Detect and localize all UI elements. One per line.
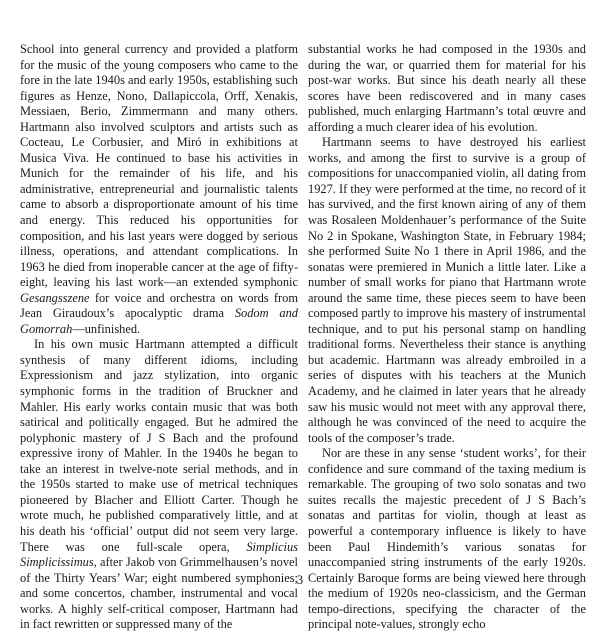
- right-column: [308, 42, 586, 633]
- italic-title: Simplicius Simplicissimus: [20, 539, 298, 570]
- text-run: , after Jakob von Grimmelhausen’s novel of the Thirty Years’ War; eight numbered symphonies; and some concertos, chamber, instrumental and vocal works. A highly self-critical composer, Hartmann had in fact rewritten or suppressed many of the: [20, 555, 298, 632]
- paragraph: [308, 42, 586, 135]
- page-number: 3: [296, 573, 304, 587]
- paragraph: [20, 337, 298, 632]
- text-run: Nor are these in any sense ‘student works’, for their confidence and sure command of the taxing medium is remarkable. The grouping of two solo sonatas and two suites recalls the majestic precedent of J S Bach’s sonatas and partitas for violin, though at least as powerful a contemporary influence is likely to have been Paul Hindemith’s various sonatas for unaccompanied string instruments of the early 1920s. Certainly Baroque forms are being viewed here through the medium of 1920s neo-classicism, and the German tempo-directions, specifying the character of the principal note-values, strongly echo: [308, 446, 586, 632]
- paragraph: [308, 135, 586, 446]
- paragraph: [20, 42, 298, 337]
- text-run: Hartmann seems to have destroyed his earliest works, and among the first to survive is a group of compositions for unaccompanied violin, all dating from 1927. If they were performed at the time, no record of it has survived, and the first known airing of any of them was Rosaleen Moldenhauer’s performance of the Suite No 2 in Spokane, Washington State, in February 1984; she performed Suite No 1 there in April 1986, and the sonatas were premiered in Munich a little later. Like a number of small works for piano that Hartmann wrote around the same time, these pieces seem to have been composed partly to improve his mastery of instrumental technique, and to put his personal stamp on handling traditional forms. Nevertheless their stance is anything but academic. Hartmann was already embroiled in a series of disputes with his teachers at the Munich Academy, and he claimed in later years that he already saw his music would not meet with any approval there, although he was convinced of the need to acquire the tools of the composer’s trade.: [308, 135, 586, 445]
- text-run: In his own music Hartmann attempted a difficult synthesis of many different idioms, including Expressionism and jazz stylization, into organic symphonic forms in the tradition of Bruckner and Mahler. His early works contain music that was both satirical and politically engaged. But he admired the polyphonic mastery of J S Bach and the profound expressive irony of Mahler. In the 1940s he began to take an interest in twelve-note serial methods, and in the 1950s started to make use of metrical techniques pioneered by Blacher and Elliott Carter. Though he wrote much, he published comparatively little, and at his death his ‘official’ output did not seem very large. There was one full-scale opera,: [20, 337, 298, 554]
- italic-title: Sodom and Gomorrah: [20, 306, 298, 336]
- text-run: School into general currency and provided a platform for the music of the young composers who came to the fore in the late 1940s and early 1950s, establishing such figures as Henze, Nono, Dallapiccola, Orff, Xenakis, Messiaen, Berio, Zimmermann and many others. Hartmann also involved sculptors and artists such as Cocteau, Le Corbusier, and Miró in exhibitions at Musica Viva. He continued to base his activities in Munich for the remainder of his life, and his administrative, entrepreneurial and journalistic talents came to absorb a disproportionate amount of his time and energy. This reduced his opportunities for composition, and his last years were dogged by serious illness, operations, and attendant complications. In 1963 he died from inoperable cancer at the age of fifty-eight, leaving his last work—an extended symphonic: [20, 42, 298, 290]
- text-run: substantial works he had composed in the 1930s and during the war, or quarried them for material for his post-war works. But since his death nearly all these scores have been rediscovered and in many cases published, much enlarging Hartmann’s total œuvre and affording a much clearer idea of his evolution.: [308, 42, 586, 134]
- left-column: [20, 42, 298, 633]
- text-run: —unfinished.: [72, 321, 141, 336]
- paragraph: [308, 446, 586, 633]
- text-run: for voice and orchestra on words from Jean Giraudoux’s apocalyptic drama: [20, 290, 298, 321]
- italic-title: Gesangsszene: [20, 290, 90, 305]
